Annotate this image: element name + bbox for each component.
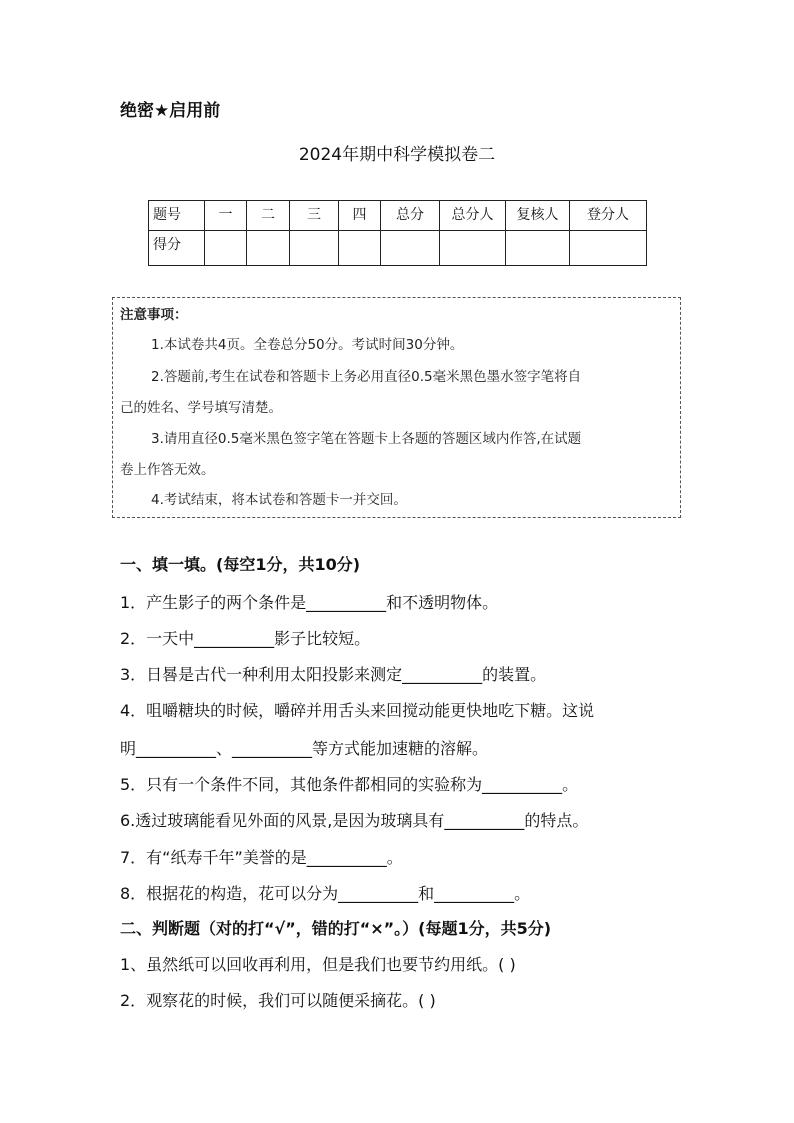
score-input-cell[interactable] <box>290 231 339 266</box>
score-cell: 题号 <box>149 201 205 231</box>
question: 1．产生影子的两个条件是__________和不透明物体。 <box>120 593 499 612</box>
exam-title: 2024年期中科学模拟卷二 <box>298 145 496 165</box>
notice-box <box>112 297 681 518</box>
score-cell: 总分 <box>381 201 440 231</box>
question: 6.透过玻璃能看见外面的风景,是因为玻璃具有__________的特点。 <box>120 811 589 830</box>
score-table-score-row <box>149 231 647 266</box>
score-cell: 一 <box>205 201 247 231</box>
question: 4．咀嚼糖块的时候，嚼碎并用舌头来回搅动能更快地吃下糖。这说 <box>120 701 595 720</box>
question: 5．只有一个条件不同，其他条件都相同的实验称为__________。 <box>120 775 579 794</box>
notice-heading: 注意事项： <box>120 307 188 323</box>
score-cell: 登分人 <box>570 201 647 231</box>
score-cell: 三 <box>290 201 339 231</box>
notice-item: 1.本试卷共4页。全卷总分50分。考试时间30分钟。 <box>151 337 464 353</box>
score-input-cell[interactable] <box>506 231 570 266</box>
question: 2．一天中__________影子比较短。 <box>120 629 371 648</box>
notice-item: 3.请用直径0.5毫米黑色签字笔在答题卡上各题的答题区域内作答,在试题 <box>151 431 582 447</box>
score-input-cell[interactable] <box>440 231 506 266</box>
question: 明__________、__________等方式能加速糖的溶解。 <box>120 739 489 758</box>
score-row-label: 得分 <box>149 231 205 266</box>
question: 2．观察花的时候，我们可以随便采摘花。( ) <box>120 991 436 1010</box>
notice-item: 卷上作答无效。 <box>120 462 215 478</box>
score-table <box>148 200 647 266</box>
score-input-cell[interactable] <box>205 231 247 266</box>
score-cell: 四 <box>339 201 381 231</box>
section-heading: 二、判断题（对的打“√”，错的打“×”。）(每题1分，共5分) <box>120 919 552 938</box>
notice-item: 己的姓名、学号填写清楚。 <box>120 400 282 416</box>
section-heading: 一、填一填。(每空1分，共10分) <box>120 555 361 574</box>
notice-item: 4.考试结束，将本试卷和答题卡一并交回。 <box>151 492 407 508</box>
question: 3．日晷是古代一种利用太阳投影来测定__________的装置。 <box>120 665 547 684</box>
score-cell: 复核人 <box>506 201 570 231</box>
question: 7．有“纸寿千年”美誉的是__________。 <box>120 848 403 867</box>
notice-item: 2.答题前,考生在试卷和答题卡上务必用直径0.5毫米黑色墨水签字笔将自 <box>151 369 582 385</box>
score-table-header-row <box>149 201 647 231</box>
question: 1、虽然纸可以回收再利用，但是我们也要节约用纸。( ) <box>120 955 516 974</box>
score-input-cell[interactable] <box>381 231 440 266</box>
question: 8．根据花的构造，花可以分为__________和__________。 <box>120 884 531 903</box>
score-cell: 总分人 <box>440 201 506 231</box>
score-input-cell[interactable] <box>247 231 290 266</box>
score-input-cell[interactable] <box>570 231 647 266</box>
score-cell: 二 <box>247 201 290 231</box>
score-input-cell[interactable] <box>339 231 381 266</box>
confidential-mark: 绝密★启用前 <box>120 101 221 121</box>
